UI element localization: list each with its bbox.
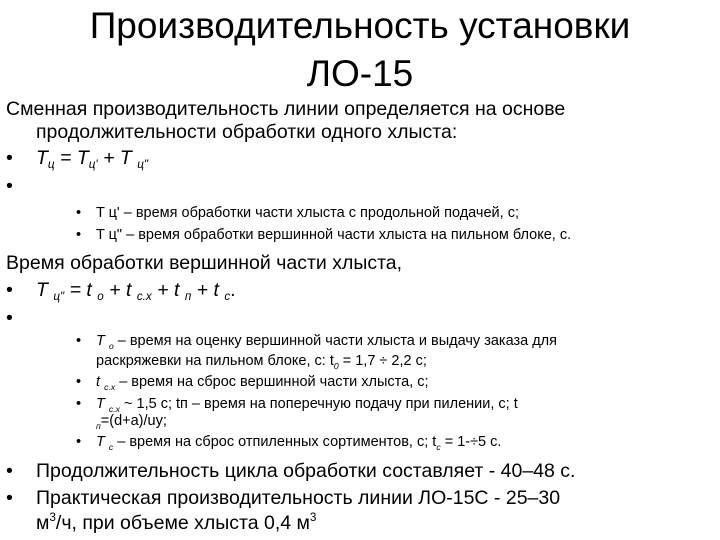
formula-term: = T [54, 147, 89, 169]
bullet-glyph: • [76, 227, 82, 243]
definition-item: • T $_о$ – время на оценку вершинной части хлыста и выдачу заказа для [76, 333, 557, 351]
bullet-glyph: • [6, 307, 13, 329]
definition-item: • t $_{с.х}$ – время на сброс вершинной части хлыста, с; [76, 374, 429, 392]
formula-term: T [36, 147, 48, 169]
definition-continuation: $_п$=(d+a)/uy; [96, 413, 167, 431]
title-line-2: ЛО-15 [306, 53, 414, 94]
practical-continuation: $м^3/ч$, при объеме хлыста 0,4 $м^3$ [36, 511, 317, 534]
formula-sub: ц" [137, 158, 149, 171]
bullet-glyph: • [76, 374, 82, 390]
bullet-glyph: • [76, 333, 82, 349]
slide-title [0, 2, 720, 98]
cycle-text: Продолжительность цикла обработки составляет - 40–48 с. [36, 460, 576, 482]
definition-item: • T $_с$ – время на сброс отпиленных сортиментов, с; $t_c = 1-\div 5$ с. [76, 434, 502, 452]
definition-continuation: раскряжевки на пильном блоке, с: $t_0 = 1,7 \div 2,2$ с; [96, 353, 427, 371]
practical-bullet [6, 487, 560, 510]
formula-bullet-1 [6, 147, 148, 171]
bullet-glyph: • [6, 460, 13, 482]
bullet-glyph: • [6, 279, 13, 301]
bullet-glyph: • [6, 175, 13, 197]
definition-item: • T $_{с.х}$ ~ 1,5 с; tп – время на поперечную подачу при пилении, с; t [76, 396, 518, 414]
definition-text: T ц" – время обработки вершинной части хлыста на пильном блоке, с. [96, 227, 572, 243]
intro-line-1: Сменная производительность линии определяется на основе [6, 98, 566, 120]
bullet-glyph: • [76, 396, 82, 412]
formula-term: + T [97, 147, 138, 169]
bullet-glyph: • [76, 434, 82, 450]
formula-bullet-2: • T $_{ц"}$ = t $_о$ + t $_{с.х}$ + t $_п$ + t $_с$. [6, 279, 236, 303]
definition-text: T ц' – время обработки части хлыста с продольной подачей, с; [96, 205, 519, 221]
practical-text: Практическая производительность линии ЛО-15С - 25–30 [36, 487, 561, 509]
bullet-glyph: • [6, 147, 13, 169]
section-heading: Время обработки вершинной части хлыста, [6, 252, 403, 274]
empty-bullet-1 [6, 175, 13, 198]
cycle-bullet [6, 460, 575, 483]
empty-bullet-2 [6, 307, 13, 330]
bullet-glyph: • [76, 205, 82, 221]
intro-line-2: продолжительности обработки одного хлыста: [36, 121, 458, 143]
definition-item [76, 205, 519, 221]
bullet-glyph: • [6, 487, 13, 509]
formula-sub: ц' [88, 158, 98, 171]
definition-item [76, 227, 571, 243]
title-line-1: Производительность установки [89, 5, 631, 46]
formula-sub: ц [47, 158, 55, 171]
